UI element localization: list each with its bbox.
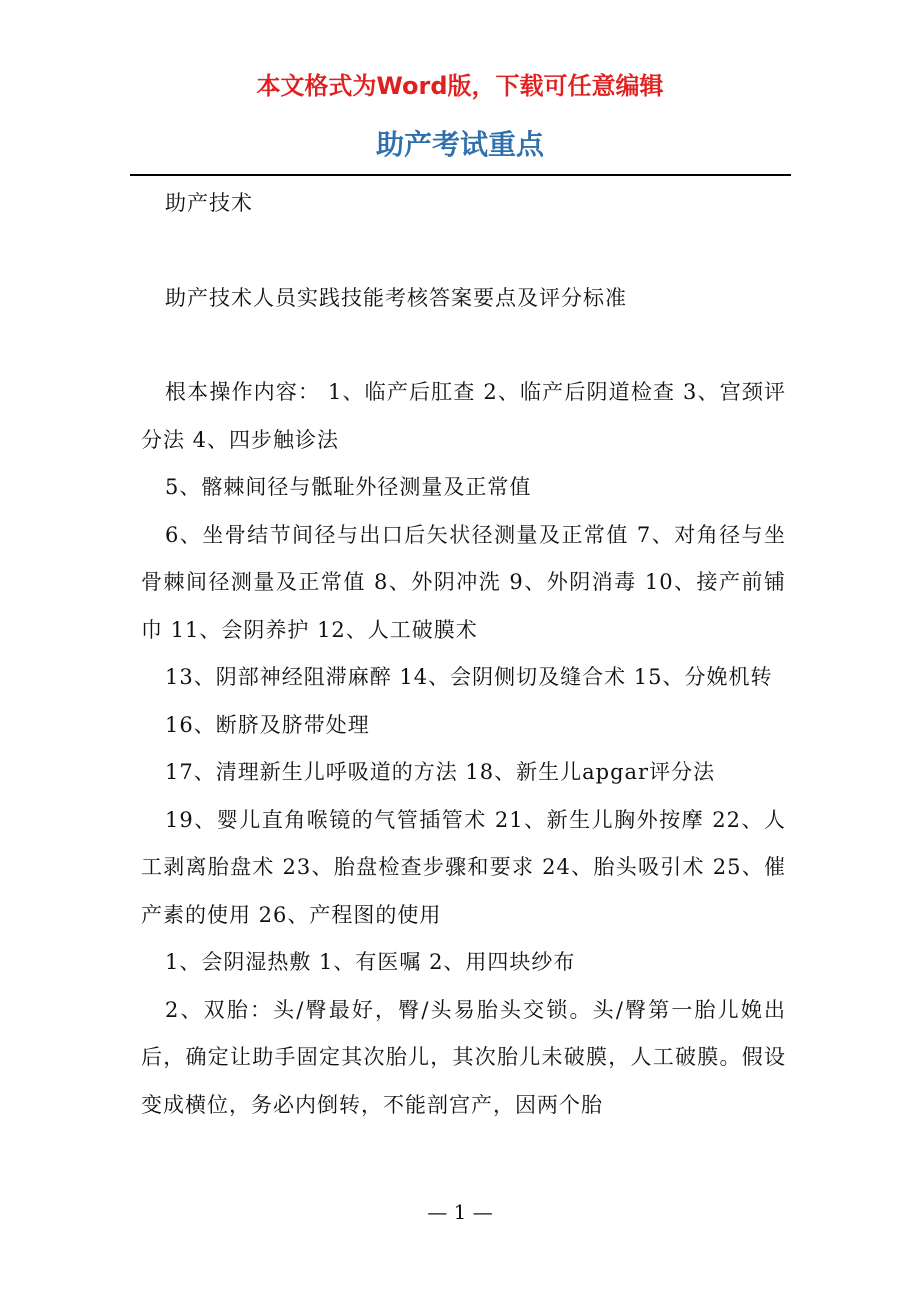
paragraph: 19、婴儿直角喉镜的气管插管术 21、新生儿胸外按摩 22、人工剥离胎盘术 23、胎盘检查步骤和要求 24、胎头吸引术 25、催产素的使用 26、产程图的使用	[141, 807, 786, 927]
paragraph: 5、髂棘间径与骶耻外径测量及正常值	[165, 475, 532, 499]
subheading: 助产技术人员实践技能考核答案要点及评分标准	[165, 285, 627, 310]
blank-line	[141, 228, 786, 275]
document-title: 助产考试重点	[375, 128, 544, 161]
paragraph: 16、断脐及脐带处理	[165, 712, 370, 737]
paragraph: 2、双胎：头/臀最好，臀/头易胎头交锁。头/臀第一胎儿娩出后，确定让助手固定其次胎儿，其次胎儿未破膜，人工破膜。假设变成横位，务必内倒转，不能剖宫产，因两个胎	[141, 997, 786, 1117]
document-body	[141, 180, 786, 1129]
paragraph: 13、阴部神经阻滞麻醉 14、会阴侧切及缝合术 15、分娩机转	[165, 665, 773, 689]
page-number: — 1 —	[427, 1200, 493, 1224]
paragraph: 1、会阴湿热敷 1、有医嘱 2、用四块纱布	[165, 950, 576, 974]
paragraph: 根本操作内容： 1、临产后肛查 2、临产后阴道检查 3、宫颈评分法 4、四步触诊法	[141, 380, 786, 452]
title-divider	[130, 174, 791, 176]
paragraph: 6、坐骨结节间径与出口后矢状径测量及正常值 7、对角径与坐骨棘间径测量及正常值 8、外阴冲洗 9、外阴消毒 10、接产前铺巾 11、会阴养护 12、人工破膜术	[141, 522, 786, 642]
paragraph: 17、清理新生儿呼吸道的方法 18、新生儿apgar评分法	[165, 760, 716, 784]
format-banner: 本文格式为Word版，下载可任意编辑	[256, 72, 664, 100]
blank-line	[141, 322, 786, 369]
section-heading: 助产技术	[165, 191, 253, 215]
